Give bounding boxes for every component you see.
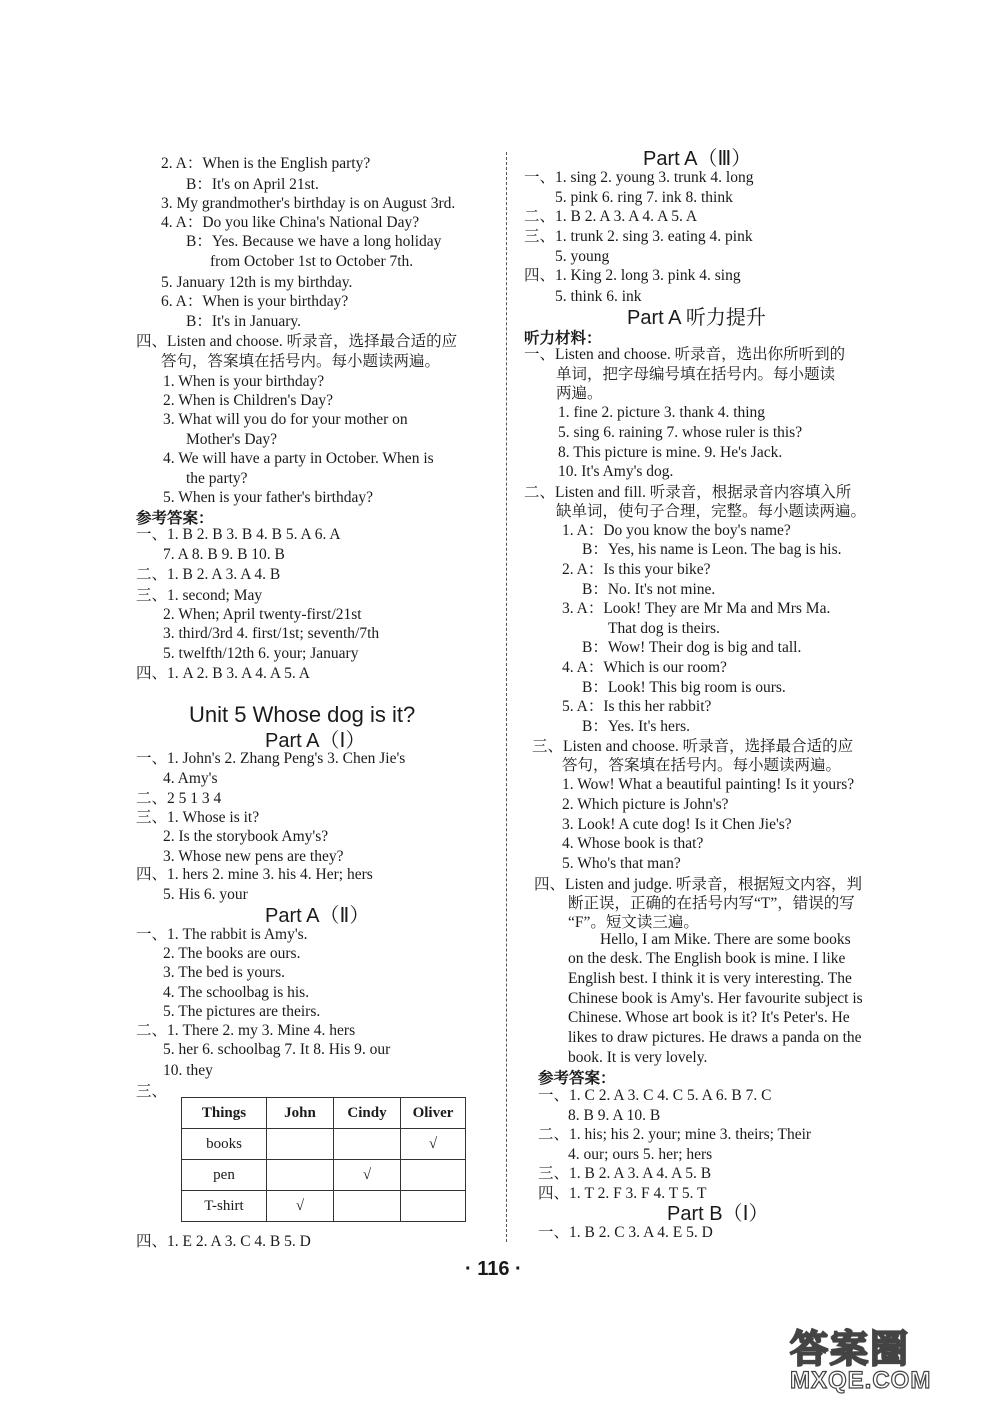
left-text-line: 二、2 5 1 3 4 xyxy=(136,790,222,807)
left-text-line: 二、1. There 2. my 3. Mine 4. hers xyxy=(136,1022,356,1039)
right-text-line: 5. think 6. ink xyxy=(555,288,642,305)
right-text-line: 5. Who's that man? xyxy=(562,855,681,872)
right-text-line: 1. A：Do you know the boy's name? xyxy=(562,522,791,539)
right-text-line: B：Yes, his name is Leon. The bag is his. xyxy=(582,541,842,558)
left-text-line: 5. When is your father's birthday? xyxy=(163,489,373,506)
left-text-line: 答句，答案填在括号内。每小题读两遍。 xyxy=(161,353,441,370)
left-text-line: 三、 xyxy=(136,1083,168,1100)
ownership-table xyxy=(181,1097,466,1222)
table-header-cell: John xyxy=(267,1098,334,1129)
right-text-line: Hello, I am Mike. There are some books xyxy=(600,931,851,948)
right-text-line: That dog is theirs. xyxy=(608,620,720,637)
left-text-line: 参考答案： xyxy=(136,510,214,527)
table-row xyxy=(182,1129,466,1160)
left-text-line: 5. January 12th is my birthday. xyxy=(161,274,353,291)
table-cell: √ xyxy=(401,1129,466,1160)
right-text-line: English best. I think it is very interesting. The xyxy=(568,970,852,987)
right-text-line: 两遍。 xyxy=(556,385,603,402)
left-text-line: 四、1. hers 2. mine 3. his 4. Her; hers xyxy=(136,866,373,883)
table-cell xyxy=(334,1191,401,1222)
right-text-line: on the desk. The English book is mine. I like xyxy=(568,950,846,967)
right-text-line: 5. young xyxy=(555,248,610,265)
left-text-line: 5. His 6. your xyxy=(163,886,248,903)
left-text-line: 四、1. A 2. B 3. A 4. A 5. A xyxy=(136,665,310,682)
right-text-line: B：Wow! Their dog is big and tall. xyxy=(582,639,802,656)
left-text-line: 1. When is your birthday? xyxy=(163,373,325,390)
table-cell xyxy=(401,1160,466,1191)
right-text-line: 2. A：Is this your bike? xyxy=(562,561,711,578)
left-text-line: 3. What will you do for your mother on xyxy=(163,411,408,428)
left-text-line: 5. twelfth/12th 6. your; January xyxy=(163,645,359,662)
part-b-1-heading: Part B（Ⅰ） xyxy=(667,1203,769,1225)
right-text-line: 2. Which picture is John's? xyxy=(562,796,729,813)
right-text-line: 四、Listen and judge. 听录音，根据短文内容，判 xyxy=(534,876,863,893)
left-text-line: 6. A：When is your birthday? xyxy=(161,293,349,310)
table-cell: T-shirt xyxy=(182,1191,267,1222)
table-cell: √ xyxy=(334,1160,401,1191)
left-text-line: 三、1. Whose is it? xyxy=(136,809,260,826)
right-text-line: 二、1. his; his 2. your; mine 3. theirs; Their xyxy=(538,1126,812,1143)
right-text-line: 一、1. C 2. A 3. C 4. C 5. A 6. B 7. C xyxy=(538,1087,772,1104)
table-cell xyxy=(334,1129,401,1160)
table-header-cell: Things xyxy=(182,1098,267,1129)
right-text-line: 缺单词，使句子合理，完整。每小题读两遍。 xyxy=(556,503,867,520)
right-text-line: 8. This picture is mine. 9. He's Jack. xyxy=(558,444,783,461)
left-text-line: 2. When; April twenty-first/21st xyxy=(163,606,362,623)
right-text-line: 四、1. T 2. F 3. F 4. T 5. T xyxy=(538,1185,707,1202)
right-text-line: 3. Look! A cute dog! Is it Chen Jie's? xyxy=(562,816,792,833)
right-text-line: 二、Listen and fill. 听录音，根据录音内容填入所 xyxy=(524,484,852,501)
part-a-1-heading: Part A（Ⅰ） xyxy=(265,730,366,752)
left-text-line: 10. they xyxy=(163,1062,213,1079)
right-text-line: 8. B 9. A 10. B xyxy=(568,1107,661,1124)
left-text-line: B：It's on April 21st. xyxy=(186,176,319,193)
left-text-line: 三、1. second; May xyxy=(136,587,263,604)
left-text-line: 3. The bed is yours. xyxy=(163,964,285,981)
left-text-line: 2. Is the storybook Amy's? xyxy=(163,828,329,845)
right-text-line: 4. A：Which is our room? xyxy=(562,659,727,676)
table-row xyxy=(182,1191,466,1222)
left-text-line: 7. A 8. B 9. B 10. B xyxy=(163,546,285,563)
part-a-2-heading: Part A（Ⅱ） xyxy=(265,905,370,927)
right-text-line: Chinese book is Amy's. Her favourite subject is xyxy=(568,990,863,1007)
right-text-line: likes to draw pictures. He draws a panda on the xyxy=(568,1029,862,1046)
left-text-line: 3. third/3rd 4. first/1st; seventh/7th xyxy=(163,625,380,642)
left-text-line: 5. The pictures are theirs. xyxy=(163,1003,321,1020)
right-text-line: B：Yes. It's hers. xyxy=(582,718,691,735)
right-text-line: 5. pink 6. ring 7. ink 8. think xyxy=(555,189,733,206)
watermark-logo-text: 答案圈 xyxy=(790,1327,911,1371)
left-text-line: 4. Amy's xyxy=(163,770,218,787)
table-cell: books xyxy=(182,1129,267,1160)
left-text-line: 四、Listen and choose. 听录音，选择最合适的应 xyxy=(136,333,458,350)
left-text-line: 3. My grandmother's birthday is on August 3rd. xyxy=(161,195,456,212)
left-text-line: from October 1st to October 7th. xyxy=(210,253,414,270)
left-text-line: 2. The books are ours. xyxy=(163,945,301,962)
part-a-3-heading: Part A（Ⅲ） xyxy=(643,148,752,170)
right-text-line: 10. It's Amy's dog. xyxy=(558,463,674,480)
right-text-line: 一、1. sing 2. young 3. trunk 4. long xyxy=(524,169,754,186)
table-cell: pen xyxy=(182,1160,267,1191)
right-text-line: 1. fine 2. picture 3. thank 4. thing xyxy=(558,404,766,421)
left-text-line: 四、1. E 2. A 3. C 4. B 5. D xyxy=(136,1233,311,1250)
right-text-line: 三、1. trunk 2. sing 3. eating 4. pink xyxy=(524,228,753,245)
right-text-line: 一、1. B 2. C 3. A 4. E 5. D xyxy=(538,1224,713,1241)
table-cell xyxy=(267,1160,334,1191)
right-text-line: Chinese. Whose art book is it? It's Peter's. He xyxy=(568,1009,850,1026)
right-text-line: 4. our; ours 5. her; hers xyxy=(568,1146,713,1163)
right-text-line: 5. A：Is this her rabbit? xyxy=(562,698,712,715)
table-cell: √ xyxy=(267,1191,334,1222)
column-divider xyxy=(506,152,507,1242)
right-text-line: 3. A：Look! They are Mr Ma and Mrs Ma. xyxy=(562,600,831,617)
table-header-row xyxy=(182,1098,466,1129)
right-text-line: book. It is very lovely. xyxy=(568,1049,708,1066)
right-text-line: 1. Wow! What a beautiful painting! Is it yours? xyxy=(562,776,855,793)
left-text-line: 2. When is Children's Day? xyxy=(163,392,333,409)
left-text-line: 二、1. B 2. A 3. A 4. B xyxy=(136,566,281,583)
left-text-line: B：It's in January. xyxy=(186,313,302,330)
table-cell xyxy=(267,1129,334,1160)
table-header-cell: Oliver xyxy=(401,1098,466,1129)
left-text-line: 2. A：When is the English party? xyxy=(161,155,371,172)
right-text-line: 二、1. B 2. A 3. A 4. A 5. A xyxy=(524,208,698,225)
right-text-line: 单词，把字母编号填在括号内。每小题读 xyxy=(556,366,836,383)
table-row xyxy=(182,1160,466,1191)
left-text-line: 3. Whose new pens are they? xyxy=(163,848,344,865)
right-text-line: B：Look! This big room is ours. xyxy=(582,679,786,696)
right-text-line: “F”。短文读三遍。 xyxy=(568,914,699,931)
right-text-line: 四、1. King 2. long 3. pink 4. sing xyxy=(524,267,741,284)
left-text-line: 一、1. John's 2. Zhang Peng's 3. Chen Jie's xyxy=(136,750,406,767)
right-text-line: 三、1. B 2. A 3. A 4. A 5. B xyxy=(538,1165,712,1182)
right-text-line: 4. Whose book is that? xyxy=(562,835,704,852)
part-a-listening-heading: Part A 听力提升 xyxy=(627,307,766,329)
unit-5-title: Unit 5 Whose dog is it? xyxy=(189,702,416,727)
watermark-url: MXQE.COM xyxy=(790,1367,932,1394)
table-header-cell: Cindy xyxy=(334,1098,401,1129)
right-text-line: 三、Listen and choose. 听录音，选择最合适的应 xyxy=(532,738,854,755)
right-text-line: 断正误，正确的在括号内写“T”，错误的写 xyxy=(568,895,855,912)
table-cell xyxy=(401,1191,466,1222)
right-text-line: 5. sing 6. raining 7. whose ruler is this? xyxy=(558,424,803,441)
left-text-line: B：Yes. Because we have a long holiday xyxy=(186,233,442,250)
left-text-line: 5. her 6. schoolbag 7. It 8. His 9. our xyxy=(163,1041,391,1058)
left-text-line: 4. A：Do you like China's National Day? xyxy=(161,214,420,231)
left-text-line: 4. We will have a party in October. When is xyxy=(163,450,434,467)
right-text-line: 答句，答案填在括号内。每小题读两遍。 xyxy=(562,757,842,774)
left-text-line: 一、1. B 2. B 3. B 4. B 5. A 6. A xyxy=(136,526,341,543)
left-text-line: 一、1. The rabbit is Amy's. xyxy=(136,926,308,943)
left-text-line: Mother's Day? xyxy=(186,431,278,448)
right-text-line: B：No. It's not mine. xyxy=(582,581,716,598)
right-text-line: 一、Listen and choose. 听录音，选出你所听到的 xyxy=(524,346,846,363)
left-text-line: 4. The schoolbag is his. xyxy=(163,984,310,1001)
right-text-line: 参考答案： xyxy=(538,1070,616,1087)
left-text-line: the party? xyxy=(186,470,248,487)
page-number: · 116 · xyxy=(465,1258,522,1280)
right-text-line: 听力材料： xyxy=(524,330,602,347)
watermark-logo xyxy=(790,1318,990,1398)
